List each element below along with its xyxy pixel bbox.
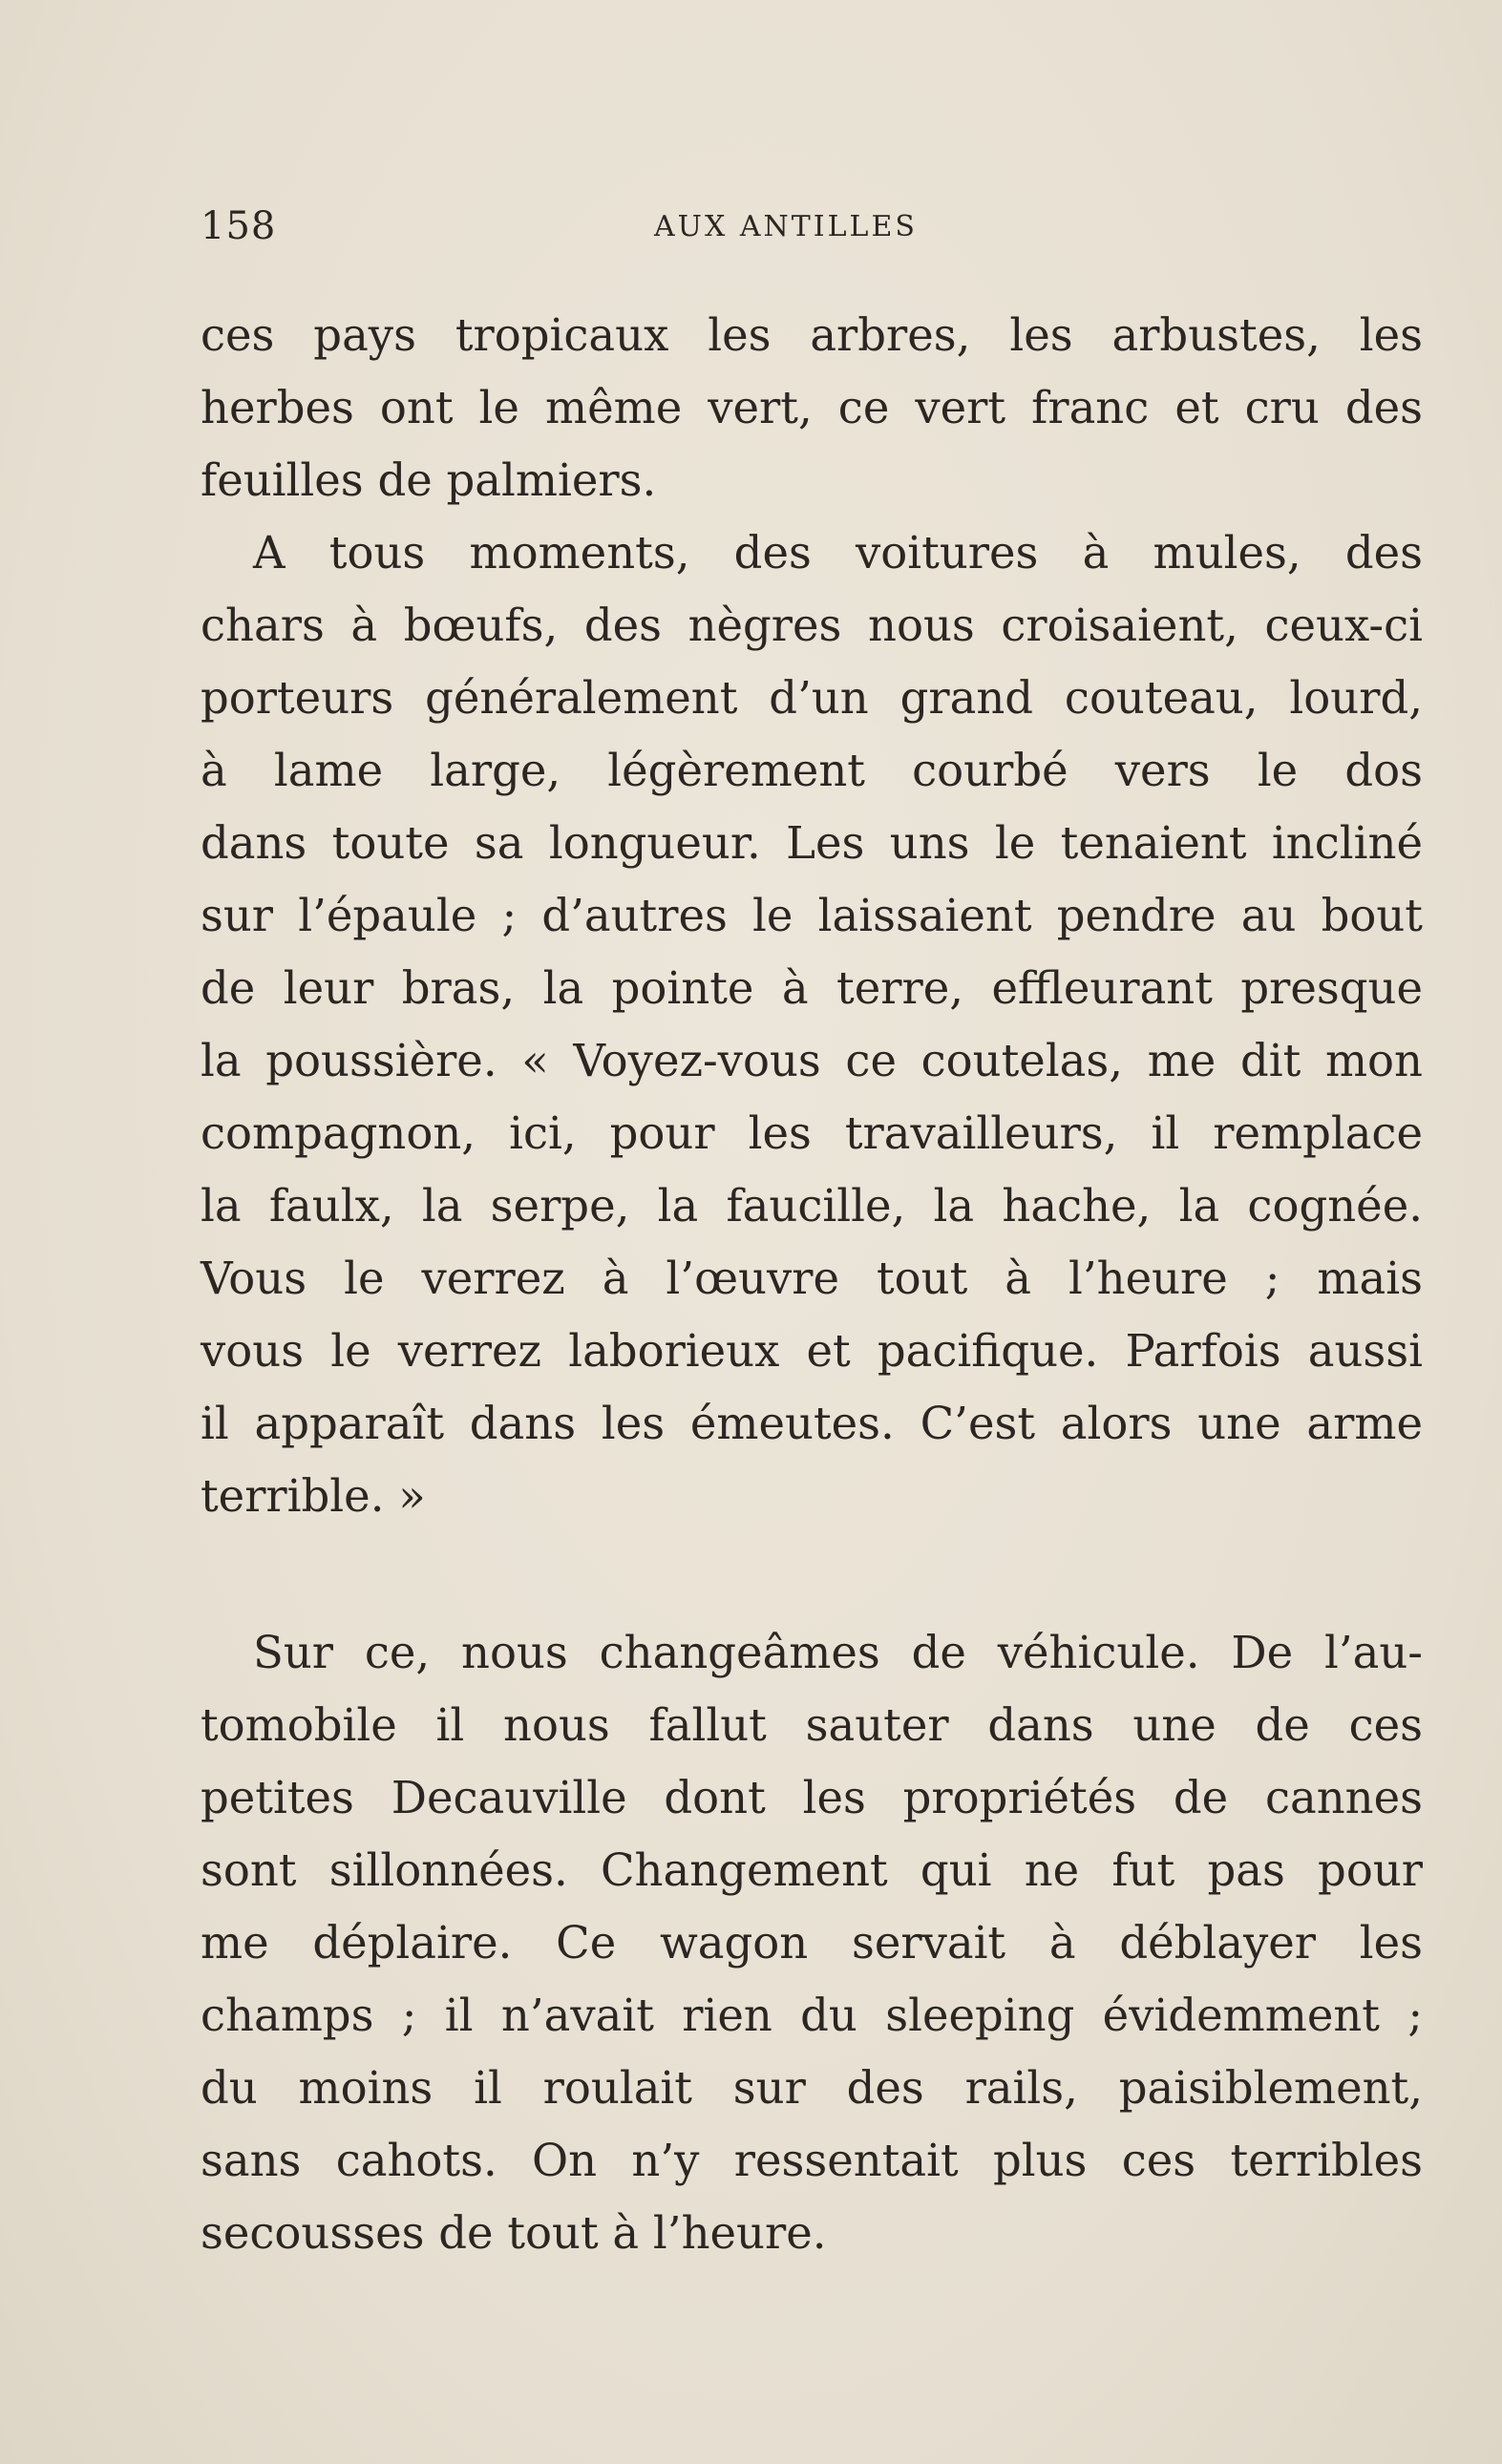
text-line: Sur ce, nous changeâmes de véhicule. De l’au-: [253, 1627, 1423, 1678]
text-line: petites Decauville dont les propriétés de cannes: [201, 1772, 1423, 1823]
text-line: du moins il roulait sur des rails, paisiblement,: [201, 2062, 1423, 2114]
text-line: dans toute sa longueur. Les uns le tenaient incliné: [201, 817, 1423, 869]
text-line: terrible. »: [201, 1470, 426, 1522]
text-line: il apparaît dans les émeutes. C’est alors une arme: [201, 1398, 1423, 1449]
text-line: compagnon, ici, pour les travailleurs, il remplace: [201, 1107, 1423, 1159]
text-line: champs ; il n’avait rien du sleeping évidemment ;: [201, 1990, 1423, 2041]
text-line: la poussière. « Voyez-vous ce coutelas, me dit mon: [201, 1035, 1423, 1086]
text-line: porteurs généralement d’un grand couteau, lourd,: [201, 672, 1423, 724]
text-line: vous le verrez laborieux et pacifique. Parfois aussi: [201, 1325, 1423, 1377]
text-line: feuilles de palmiers.: [201, 454, 657, 506]
text-line: Vous le verrez à l’œuvre tout à l’heure ; mais: [201, 1253, 1423, 1304]
text-line: sans cahots. On n’y ressentait plus ces terribles: [201, 2135, 1423, 2186]
text-line: sont sillonnées. Changement qui ne fut pas pour: [201, 1844, 1423, 1896]
text-line: chars à bœufs, des nègres nous croisaient, ceux-ci: [201, 600, 1423, 651]
running-title: AUX ANTILLES: [654, 210, 918, 243]
text-line: sur l’épaule ; d’autres le laissaient pendre au bout: [201, 890, 1423, 941]
page-number: 158: [201, 204, 277, 248]
text-line: à lame large, légèrement courbé vers le dos: [201, 745, 1423, 796]
text-line: de leur bras, la pointe à terre, effleurant presque: [201, 962, 1423, 1014]
text-line: secousses de tout à l’heure.: [201, 2207, 827, 2259]
text-line: tomobile il nous fallut sauter dans une de ces: [201, 1699, 1423, 1751]
text-line: ces pays tropicaux les arbres, les arbustes, les: [201, 309, 1423, 361]
text-line: la faulx, la serpe, la faucille, la hache, la cognée.: [201, 1180, 1423, 1232]
page-header: [201, 202, 1432, 250]
text-line: me déplaire. Ce wagon servait à déblayer les: [201, 1917, 1423, 1969]
text-line: A tous moments, des voitures à mules, des: [253, 527, 1423, 579]
text-line: herbes ont le même vert, ce vert franc et cru des: [201, 382, 1423, 433]
